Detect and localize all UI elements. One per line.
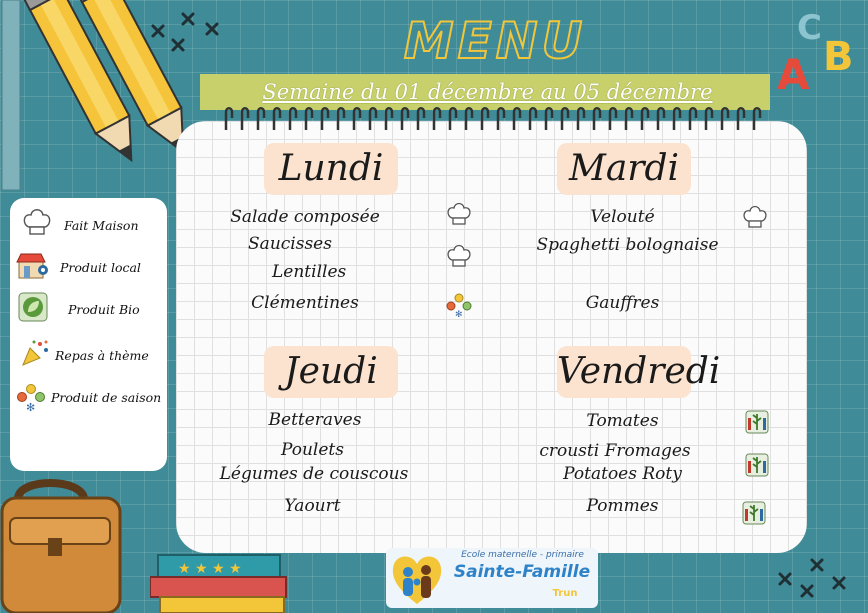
chef-hat-icon: [446, 242, 472, 270]
menu-item-tuesday-1: Velouté: [590, 207, 655, 227]
menu-item-thursday-1: Betteraves: [268, 410, 362, 430]
notebook-ring: [530, 108, 536, 130]
legend-label-fait-maison: Fait Maison: [64, 218, 139, 233]
notebook-ring: [514, 108, 520, 130]
cross-marks-bottom-decoration: [772, 556, 862, 611]
notebook-ring: [418, 108, 424, 130]
notebook-ring: [722, 108, 728, 130]
notebook-ring: [610, 108, 616, 130]
chef-hat-icon: [446, 200, 472, 228]
legend-label-produit-local: Produit local: [60, 260, 141, 275]
menu-item-monday-4: Clémentines: [251, 293, 359, 313]
notebook-ring: [546, 108, 552, 130]
svg-text:★ ★ ★ ★: ★ ★ ★ ★: [178, 561, 242, 577]
day-monday: Lundi: [264, 143, 398, 195]
menu-item-tuesday-3: Gauffres: [585, 293, 660, 313]
notebook-ring: [338, 108, 344, 130]
notebook-ring: [370, 108, 376, 130]
menu-item-friday-4: Pommes: [586, 496, 659, 516]
letter-c: C: [797, 8, 822, 48]
notebook-ring: [706, 108, 712, 130]
notebook-ring: [466, 108, 472, 130]
letter-b: B: [823, 34, 854, 80]
menu-item-thursday-3: Légumes de couscous: [219, 464, 409, 484]
notebook-ring: [434, 108, 440, 130]
menu-item-monday-1: Salade composée: [230, 207, 380, 227]
notebook-rings: [222, 106, 762, 134]
notebook-ring: [242, 108, 248, 130]
school-bag-decoration: [0, 478, 130, 613]
notebook-ring: [322, 108, 328, 130]
organic-leaf-icon: [18, 292, 48, 322]
day-tuesday: Mardi: [557, 143, 691, 195]
local-shop-icon: [16, 252, 50, 280]
notebook-ring: [386, 108, 392, 130]
notebook-ring: [658, 108, 664, 130]
notebook-ring: [738, 108, 744, 130]
day-friday: Vendredi: [557, 346, 691, 398]
notebook-ring: [562, 108, 568, 130]
notebook-ring: [450, 108, 456, 130]
svg-text:✻: ✻: [26, 401, 36, 412]
notebook-ring: [226, 108, 232, 130]
seasonal-produce-icon: [445, 292, 473, 318]
menu-item-thursday-2: Poulets: [281, 440, 344, 460]
menu-title: MENU: [403, 12, 587, 70]
cross-marks-decoration: [145, 10, 225, 55]
letter-a: A: [777, 50, 810, 99]
notebook-ring: [498, 108, 504, 130]
local-produce-icon: [745, 453, 769, 477]
notebook-ring: [274, 108, 280, 130]
day-thursday: Jeudi: [264, 346, 398, 398]
legend-label-produit-saison: Produit de saison: [51, 390, 162, 405]
menu-item-thursday-4: Yaourt: [284, 496, 341, 516]
notebook-ring: [578, 108, 584, 130]
notebook-ring: [626, 108, 632, 130]
menu-item-friday-3: Potatoes Roty: [563, 464, 682, 484]
notebook-ring: [482, 108, 488, 130]
menu-item-friday-2: crousti Fromages: [539, 441, 691, 461]
notebook-ring: [690, 108, 696, 130]
logo-subtitle: Ecole maternelle - primaire: [461, 550, 584, 560]
logo-city: Trun: [552, 588, 578, 599]
menu-item-monday-3: Lentilles: [272, 262, 347, 282]
legend-label-produit-bio: Produit Bio: [68, 302, 140, 317]
notebook-ring: [402, 108, 408, 130]
local-produce-icon: [745, 410, 769, 434]
legend-panel: [10, 198, 167, 471]
notebook-ring: [306, 108, 312, 130]
notebook-ring: [642, 108, 648, 130]
notebook-ring: [258, 108, 264, 130]
week-range: Semaine du 01 décembre au 05 décembre: [262, 80, 713, 104]
legend-label-repas-theme: Repas à thème: [55, 348, 149, 363]
notebook-ring: [290, 108, 296, 130]
notebook-ring: [754, 108, 760, 130]
local-produce-icon: [742, 501, 766, 525]
menu-item-monday-2: Saucisses: [248, 234, 332, 254]
books-decoration: [150, 545, 290, 613]
abc-letters-decoration: [775, 8, 865, 100]
svg-text:✻: ✻: [455, 310, 463, 318]
menu-item-tuesday-2: Spaghetti bolognaise: [536, 235, 719, 255]
notebook-ring: [594, 108, 600, 130]
chef-hat-icon: [22, 206, 52, 238]
party-popper-icon: [20, 338, 50, 368]
logo-school-name: Sainte-Famille: [453, 562, 591, 582]
chef-hat-icon: [742, 203, 768, 231]
notebook-ring: [674, 108, 680, 130]
notebook-ring: [354, 108, 360, 130]
seasonal-produce-icon: [16, 382, 46, 412]
family-heart-logo-icon: [388, 550, 446, 606]
menu-item-friday-1: Tomates: [586, 411, 659, 431]
